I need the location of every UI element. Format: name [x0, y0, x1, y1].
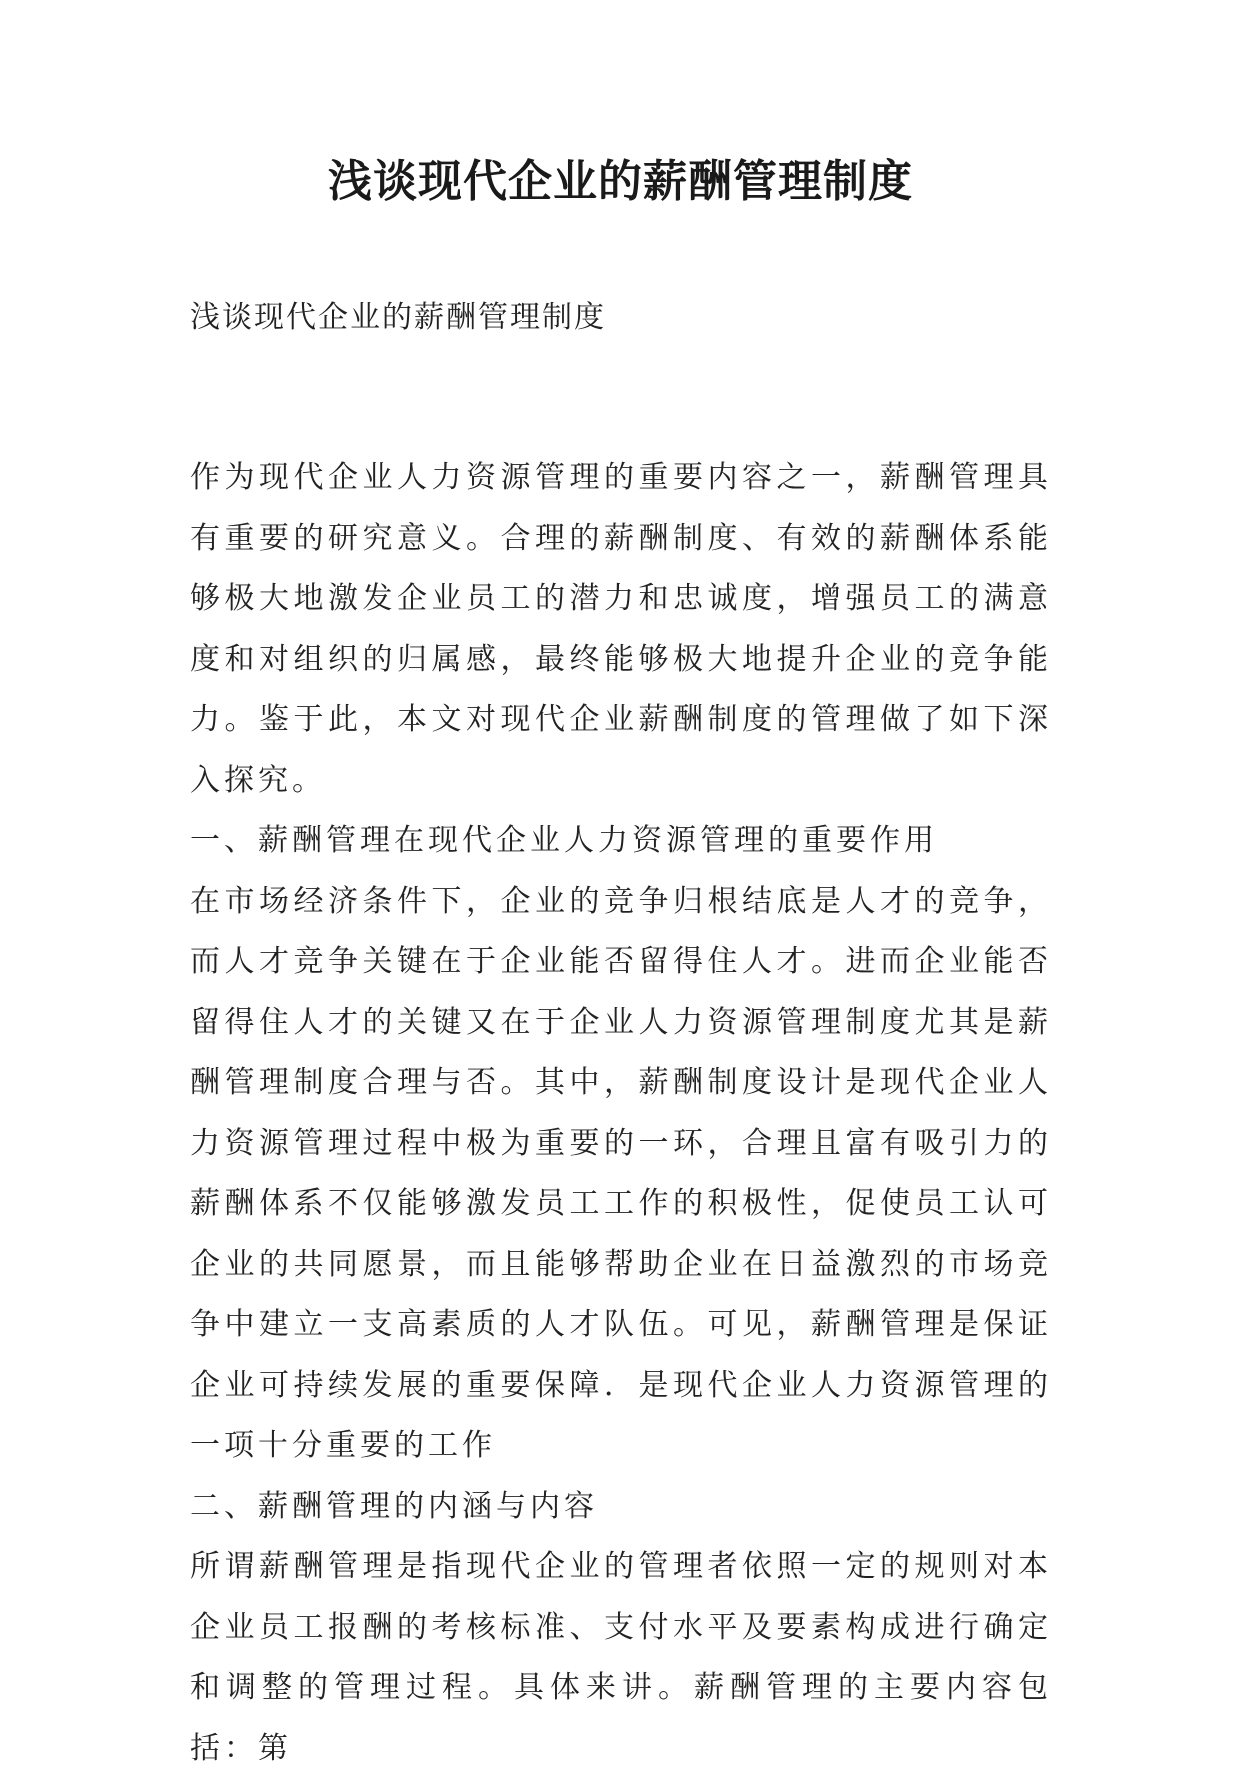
- intro-paragraph: 作为现代企业人力资源管理的重要内容之一，薪酬管理具有重要的研究意义。合理的薪酬制度、有效的薪酬体系能够极大地激发企业员工的潜力和忠诚度，增强员工的满意度和对组织的归属感，最终能够极大地提升企业的竞争能力。鉴于此，本文对现代企业薪酬制度的管理做了如下深入探究。: [190, 460, 1052, 798]
- section-1-heading: 一、薪酬管理在现代企业人力资源管理的重要作用: [190, 823, 938, 858]
- document-body: [190, 292, 1052, 1779]
- section-2-paragraph: 所谓薪酬管理是指现代企业的管理者依照一定的规则对本企业员工报酬的考核标准、支付水平及要素构成进行确定和调整的管理过程。具体来讲。薪酬管理的主要内容包括：第: [190, 1549, 1052, 1766]
- document-subtitle: 浅谈现代企业的薪酬管理制度: [190, 300, 606, 335]
- document-title: 浅谈现代企业的薪酬管理制度: [328, 156, 913, 207]
- section-2-heading: 二、薪酬管理的内涵与内容: [190, 1488, 598, 1524]
- section-1-paragraph: 在市场经济条件下，企业的竞争归根结底是人才的竞争，而人才竞争关键在于企业能否留得住人才。进而企业能否留得住人才的关键又在于企业人力资源管理制度尤其是薪酬管理制度合理与否。其中，薪酬制度设计是现代企业人力资源管理过程中极为重要的一环，合理且富有吸引力的薪酬体系不仅能够激发员工工作的积极性，促使员工认可企业的共同愿景，而且能够帮助企业在日益激烈的市场竞争中建立一支高素质的人才队伍。可见，薪酬管理是保证企业可持续发展的重要保障．是现代企业人力资源管理的一项十分重要的工作: [190, 883, 1052, 1463]
- spacer: [190, 344, 1052, 448]
